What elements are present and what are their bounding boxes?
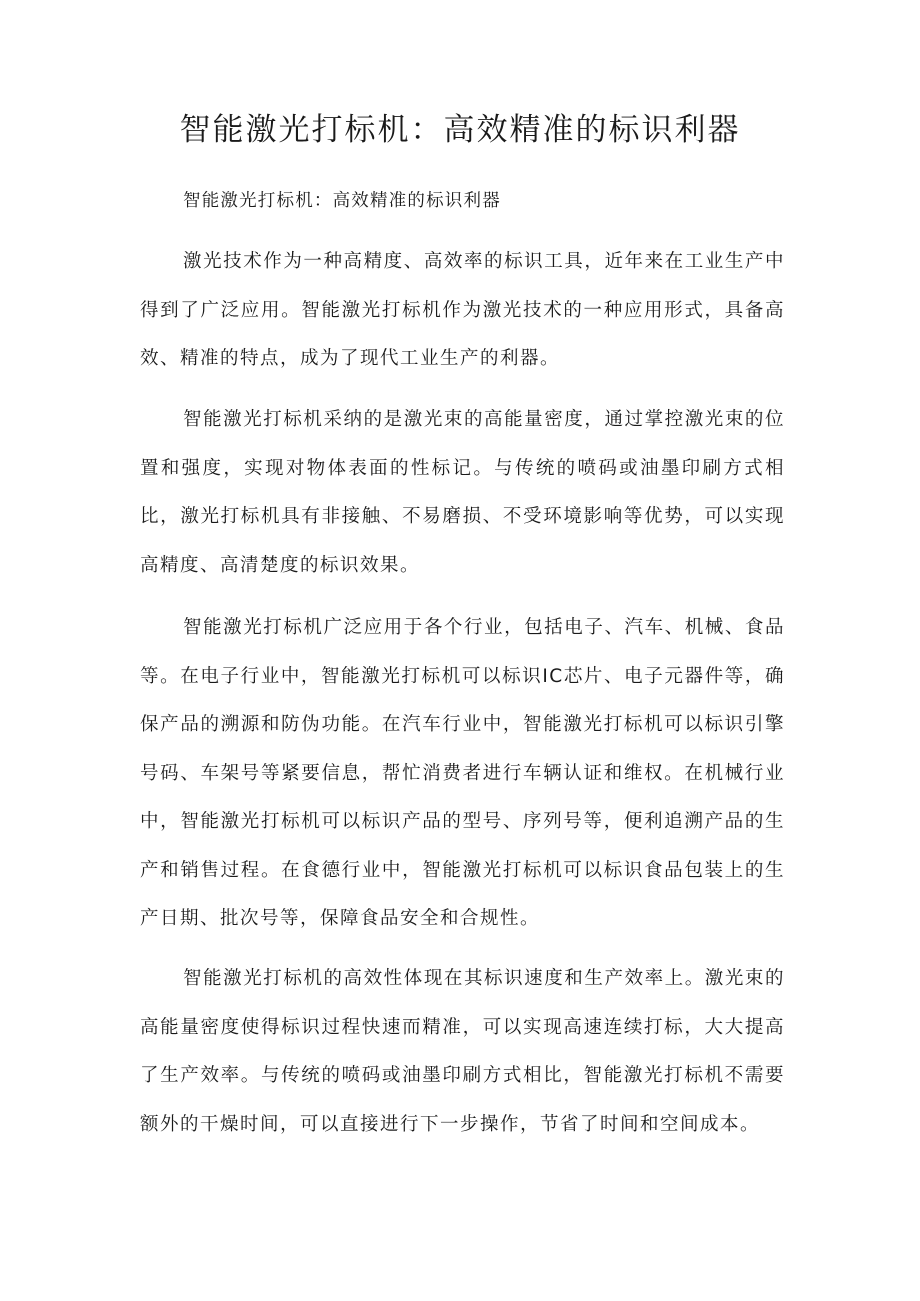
paragraph-applications: 智能激光打标机广泛应用于各个行业，包括电子、汽车、机械、食品等。在电子行业中，智能激光打标机可以标识IC芯片、电子元器件等，确保产品的溯源和防伪功能。在汽车行业中，智能激光打标机可以标识引擎号码、车架号等紧要信息，帮忙消费者进行车辆认证和维权。在机械行业中，智能激光打标机可以标识产品的型号、序列号等，便利追溯产品的生产和销售过程。在食德行业中，智能激光打标机可以标识食品包装上的生产日期、批次号等，保障食品安全和合规性。 bbox=[140, 617, 785, 929]
paragraph-intro: 激光技术作为一种高精度、高效率的标识工具，近年来在工业生产中得到了广泛应用。智能激光打标机作为激光技术的一种应用形式，具备高效、精准的特点，成为了现代工业生产的利器。 bbox=[140, 251, 785, 369]
paragraph-principle: 智能激光打标机采纳的是激光束的高能量密度，通过掌控激光束的位置和强度，实现对物体表面的性标记。与传统的喷码或油墨印刷方式相比，激光打标机具有非接触、不易磨损、不受环境影响等优势，可以实现高精度、高清楚度的标识效果。 bbox=[140, 409, 785, 576]
document-subtitle: 智能激光打标机：高效精准的标识利器 bbox=[183, 191, 501, 211]
paragraph-efficiency: 智能激光打标机的高效性体现在其标识速度和生产效率上。激光束的高能量密度使得标识过程快速而精准，可以实现高速连续打标，大大提高了生产效率。与传统的喷码或油墨印刷方式相比，智能激光打标机不需要额外的干燥时间，可以直接进行下一步操作，节省了时间和空间成本。 bbox=[140, 968, 785, 1135]
document-title: 智能激光打标机：高效精准的标识利器 bbox=[179, 112, 741, 148]
